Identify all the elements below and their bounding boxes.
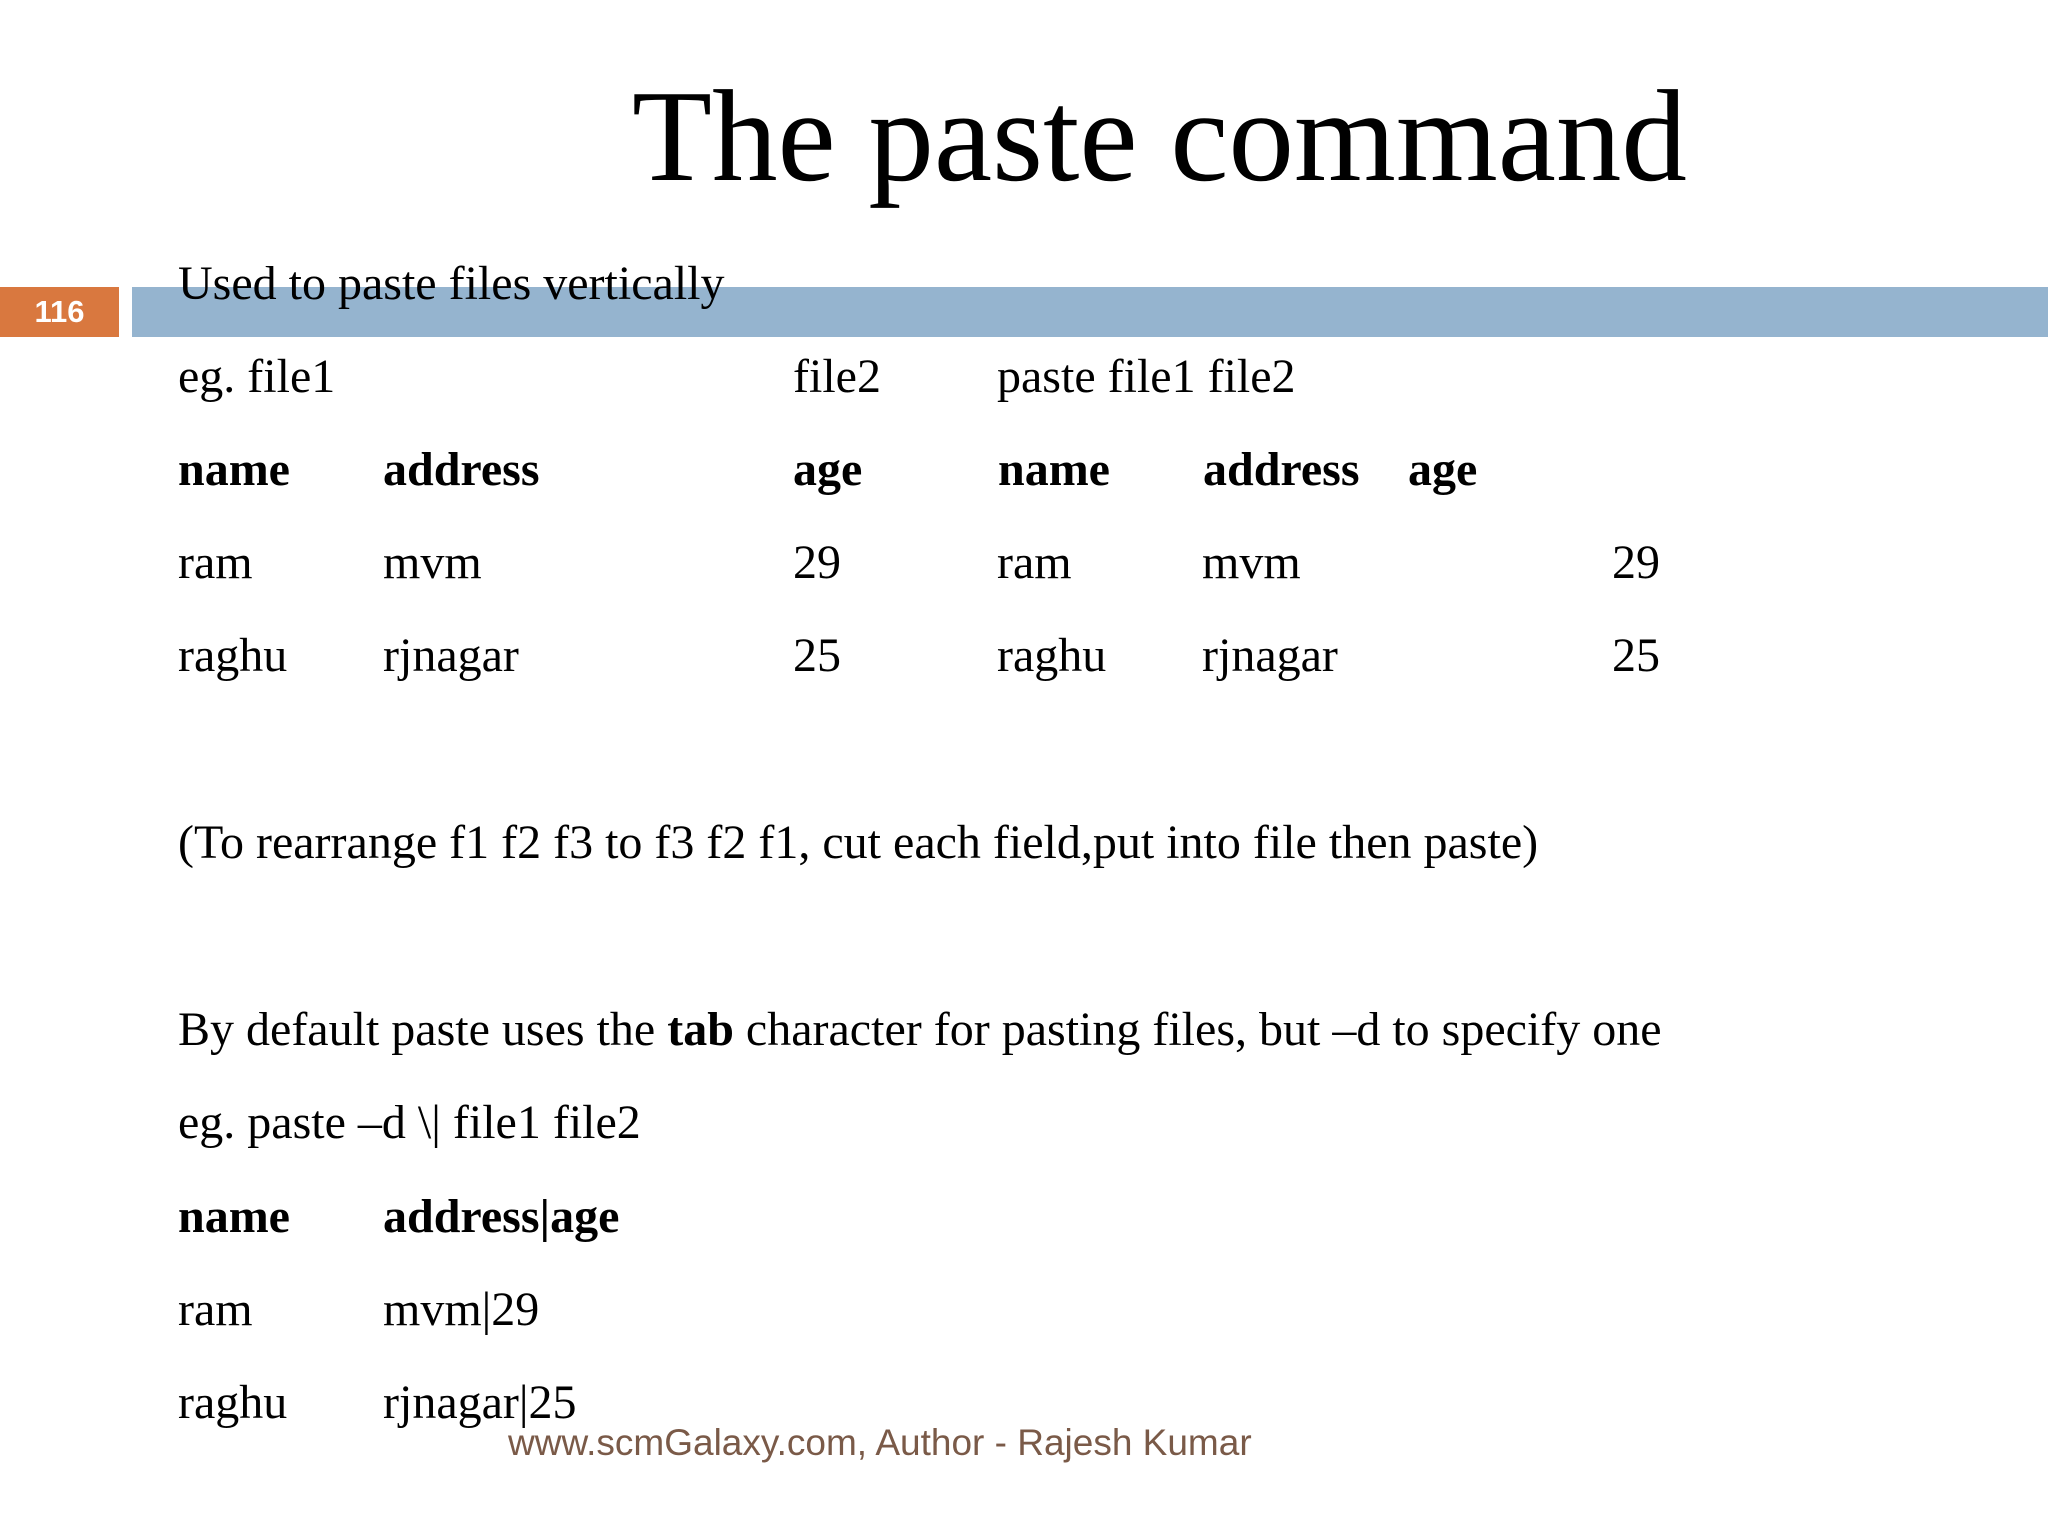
table2-header-row bbox=[178, 1187, 778, 1247]
footer-credit: www.scmGalaxy.com, Author - Rajesh Kumar bbox=[508, 1422, 1252, 1463]
example-file2-label: file2 bbox=[793, 350, 881, 403]
table2-header-cell: name bbox=[178, 1190, 290, 1243]
table1-header-cell: name bbox=[178, 443, 290, 496]
table1-cell: 25 bbox=[1612, 629, 1660, 682]
table1-cell: ram bbox=[997, 536, 1072, 589]
table1-cell: raghu bbox=[997, 629, 1107, 682]
table1-header-cell: age bbox=[1408, 443, 1478, 496]
table2-row bbox=[178, 1280, 778, 1340]
table1-cell: 29 bbox=[1612, 536, 1660, 589]
intro-text: Used to paste files vertically bbox=[178, 257, 725, 310]
table1-row bbox=[178, 533, 1678, 593]
table1-cell: mvm bbox=[1202, 536, 1301, 589]
table2-cell: ram bbox=[178, 1283, 253, 1336]
table2-cell: rjnagar|25 bbox=[383, 1376, 577, 1429]
default-note-after: character for pasting files, but –d to specify one bbox=[733, 1003, 1662, 1056]
table2-header-cell: address|age bbox=[383, 1190, 620, 1243]
table1-cell: mvm bbox=[383, 536, 482, 589]
example-label: eg. file1 bbox=[178, 350, 336, 403]
rearrange-note: (To rearrange f1 f2 f3 to f3 f2 f1, cut each field,put into file then paste) bbox=[178, 816, 1539, 869]
default-note-before: By default paste uses the bbox=[178, 1003, 668, 1056]
example-header-row bbox=[178, 347, 1378, 407]
table1-cell: raghu bbox=[178, 629, 288, 682]
table1-header-cell: address bbox=[1203, 443, 1360, 496]
table1-cell: 25 bbox=[793, 629, 841, 682]
table1-cell: rjnagar bbox=[1202, 629, 1338, 682]
example2-command: eg. paste –d \| file1 file2 bbox=[178, 1096, 641, 1149]
slide-title: The paste command bbox=[632, 64, 1687, 209]
table2-cell: raghu bbox=[178, 1376, 288, 1429]
table2-cell: mvm|29 bbox=[383, 1283, 540, 1336]
default-note-bold: tab bbox=[667, 1003, 734, 1056]
table1-cell: rjnagar bbox=[383, 629, 519, 682]
table1-cell: 29 bbox=[793, 536, 841, 589]
example-command: paste file1 file2 bbox=[997, 350, 1296, 403]
table1-header-cell: address bbox=[383, 443, 540, 496]
table1-row bbox=[178, 626, 1678, 686]
default-delimiter-note bbox=[178, 1000, 1662, 1060]
table1-header-row bbox=[178, 440, 1478, 500]
slide-number: 116 bbox=[0, 287, 119, 337]
table1-header-cell: name bbox=[998, 443, 1110, 496]
table1-header-cell: age bbox=[793, 443, 863, 496]
table1-cell: ram bbox=[178, 536, 253, 589]
